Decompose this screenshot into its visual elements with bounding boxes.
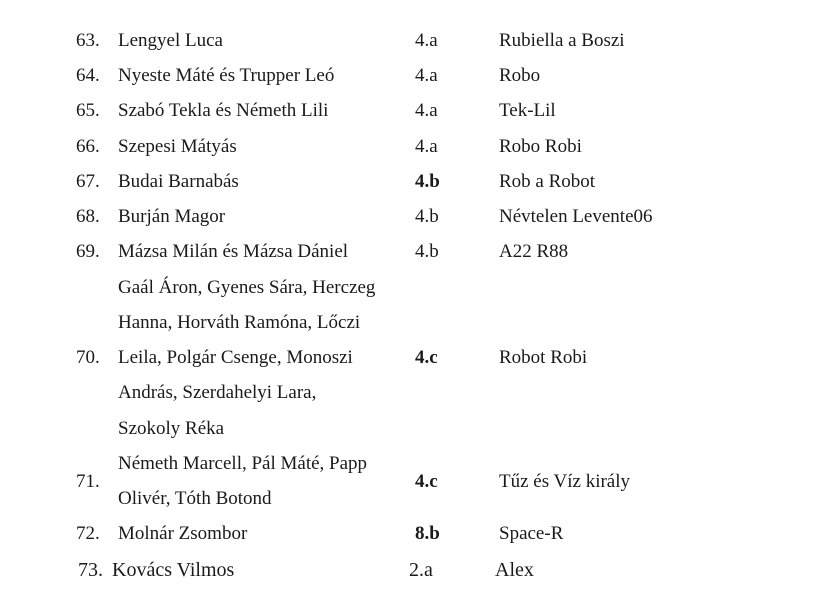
entry-title: Rubiella a Boszi (499, 30, 625, 51)
entry-title: Robo (499, 65, 541, 86)
entry-number: 64. (76, 65, 100, 86)
entry-name: Molnár Zsombor (118, 523, 248, 544)
entry-class: 4.b (415, 171, 440, 192)
entry-name-line: Németh Marcell, Pál Máté, Papp (118, 453, 368, 474)
entry-title: Robo Robi (499, 136, 582, 157)
entry-name: Kovács Vilmos (112, 559, 235, 581)
list-item (0, 100, 828, 136)
entry-class: 4.b (415, 241, 439, 262)
entry-name-line: Szokoly Réka (118, 418, 225, 439)
entry-number: 73. (78, 559, 103, 581)
entry-title: A22 R88 (499, 241, 569, 262)
entry-number: 69. (76, 241, 100, 262)
entry-number: 63. (76, 30, 100, 51)
entry-number: 66. (76, 136, 100, 157)
entry-title: Alex (495, 559, 534, 581)
entry-name: Lengyel Luca (118, 30, 223, 51)
entry-number: 70. (76, 347, 100, 368)
entry-name-line: András, Szerdahelyi Lara, (118, 382, 317, 403)
entry-name-line: Gaál Áron, Gyenes Sára, Herczeg (118, 277, 376, 298)
entry-name: Burján Magor (118, 206, 226, 227)
entry-class: 2.a (409, 559, 433, 581)
entry-name: Mázsa Milán és Mázsa Dániel (118, 241, 349, 262)
list-item (0, 30, 828, 66)
entry-class: 4.a (415, 100, 438, 121)
entry-title: Robot Robi (499, 347, 588, 368)
entry-name-line: Hanna, Horváth Ramóna, Lőczi (118, 312, 361, 333)
entry-title: Tűz és Víz király (499, 471, 631, 492)
entry-number: 71. (76, 471, 100, 492)
entry-name: Budai Barnabás (118, 171, 239, 192)
entry-name: Szabó Tekla és Németh Lili (118, 100, 329, 121)
entry-number: 65. (76, 100, 100, 121)
list-item (0, 241, 828, 277)
entry-number: 72. (76, 523, 100, 544)
entry-title: Rob a Robot (499, 171, 596, 192)
list-item (0, 171, 828, 207)
entry-class: 4.a (415, 136, 438, 157)
entry-number: 67. (76, 171, 100, 192)
list-item (0, 559, 828, 595)
entry-title: Space-R (499, 523, 564, 544)
entry-title: Tek-Lil (499, 100, 556, 121)
list-item (0, 523, 828, 559)
list-item (0, 136, 828, 172)
entry-name-line: Leila, Polgár Csenge, Monoszi (118, 347, 353, 368)
list-item (0, 206, 828, 242)
entry-class: 4.c (415, 471, 438, 492)
list-item (0, 65, 828, 101)
entry-name-line: Olivér, Tóth Botond (118, 488, 272, 509)
entry-class: 4.b (415, 206, 439, 227)
entry-name: Szepesi Mátyás (118, 136, 237, 157)
entry-title: Névtelen Levente06 (499, 206, 653, 227)
entry-class: 4.a (415, 30, 438, 51)
entry-class: 4.c (415, 347, 438, 368)
entry-name: Nyeste Máté és Trupper Leó (118, 65, 335, 86)
entry-class: 8.b (415, 523, 440, 544)
entry-number: 68. (76, 206, 100, 227)
entry-class: 4.a (415, 65, 438, 86)
